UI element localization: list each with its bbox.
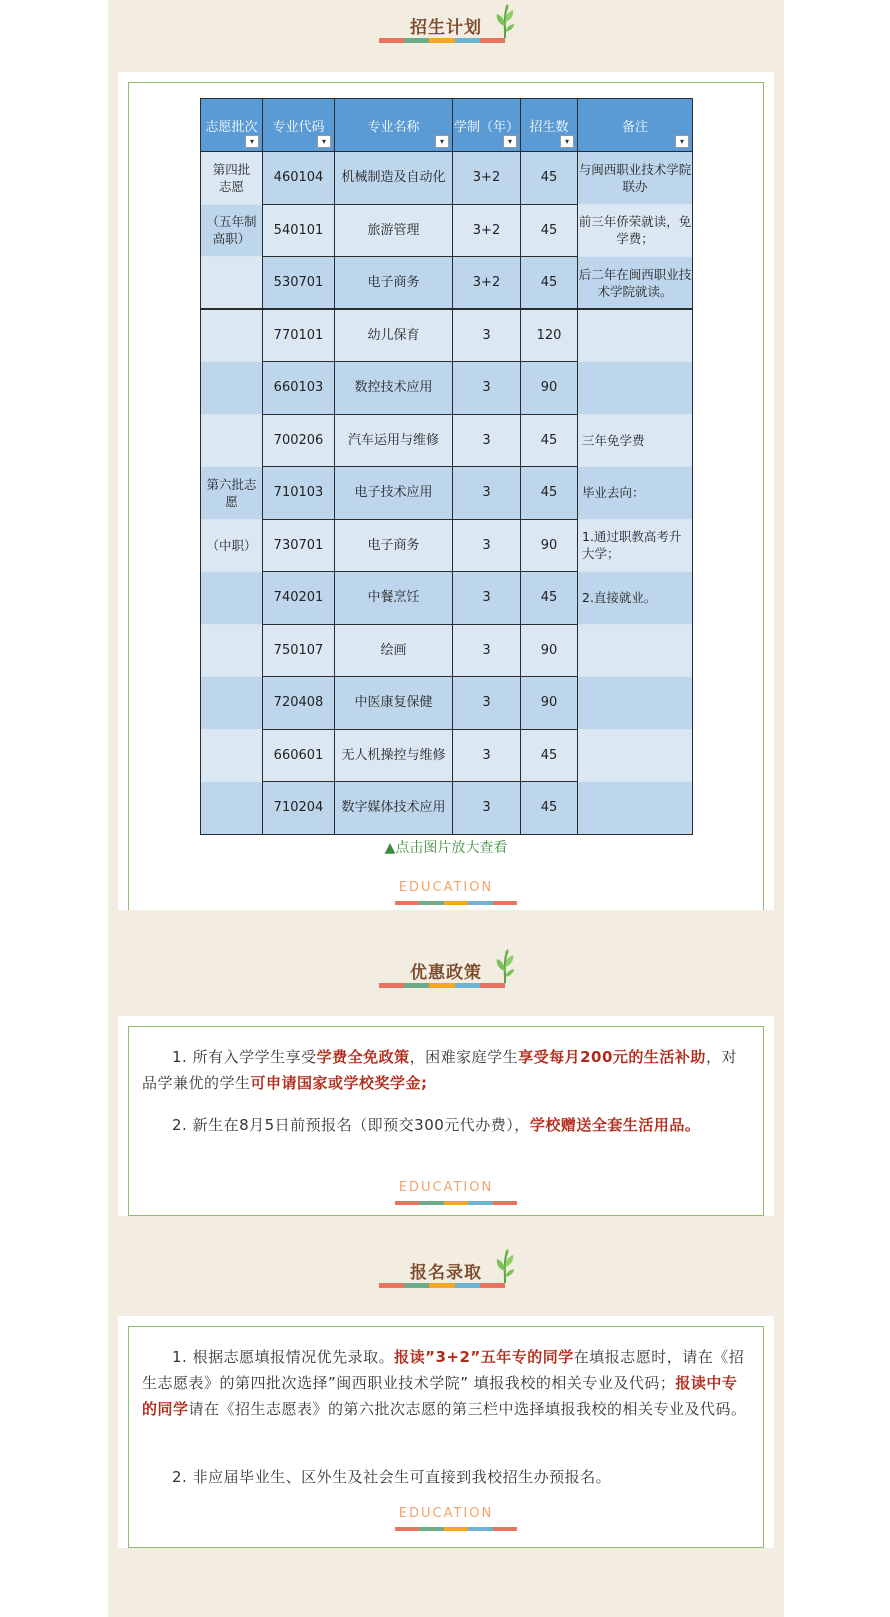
header-name[interactable]: 专业名称 ▾ [335,99,453,152]
cell-count: 45 [521,152,578,205]
enroll-paragraph-2: 2. 非应届毕业生、区外生及社会生可直接到我校招生办预报名。 [172,1468,612,1486]
table-row [201,572,693,625]
cell-years: 3 [453,467,521,520]
cell-years: 3 [453,677,521,730]
cell-years: 3+2 [453,152,521,205]
cell-note [578,362,693,415]
cell-batch: 第四批 志愿 [201,152,263,205]
cell-batch [201,677,263,730]
sprout-icon [492,1249,518,1285]
cell-code: 740201 [263,572,335,625]
cell-code: 730701 [263,519,335,572]
enrollment-table[interactable] [200,98,693,835]
cell-code: 770101 [263,309,335,362]
header-years[interactable]: 学制（年） ▾ [453,99,521,152]
cell-years: 3 [453,572,521,625]
cell-name: 数控技术应用 [335,362,453,415]
section-title: 报名录取 [410,1263,482,1283]
cell-count: 45 [521,572,578,625]
header-code[interactable]: 专业代码 ▾ [263,99,335,152]
cell-note: 前三年侨荣就读，免学费； [578,204,693,257]
cell-note: 后二年在闽西职业技术学院就读。 [578,257,693,310]
cell-name: 旅游管理 [335,204,453,257]
enroll-paragraph-1: 1. 根据志愿填报情况优先录取。报读”3+2”五年专的同学在填报志愿时，请在《招生志愿表》的第四批次选择”闽西职业技术学院” 填报我校的相关专业及代码；报读中专的同学请在《招生志愿表》的第六批次志愿的第三栏中选择填报我校的相关专业及代码。 [142,1348,747,1418]
cell-years: 3 [453,362,521,415]
section-divider [379,1283,505,1288]
cell-name: 汽车运用与维修 [335,414,453,467]
cell-years: 3+2 [453,257,521,310]
cell-years: 3+2 [453,204,521,257]
cell-code: 540101 [263,204,335,257]
cell-count: 90 [521,677,578,730]
cell-name: 无人机操控与维修 [335,729,453,782]
cell-years: 3 [453,414,521,467]
filter-dropdown-icon[interactable]: ▾ [560,135,574,148]
filter-dropdown-icon[interactable]: ▾ [317,135,331,148]
table-row [201,204,693,257]
cell-code: 710204 [263,782,335,835]
education-divider [395,1201,517,1205]
cell-count: 120 [521,309,578,362]
section-title: 优惠政策 [410,963,482,983]
cell-name: 中餐烹饪 [335,572,453,625]
cell-name: 电子商务 [335,257,453,310]
table-row [201,152,693,205]
cell-note [578,309,693,362]
cell-note [578,624,693,677]
image-caption: ▲点击图片放大查看 [384,840,508,856]
cell-name: 电子商务 [335,519,453,572]
cell-batch [201,257,263,310]
cell-count: 45 [521,782,578,835]
cell-batch [201,782,263,835]
plan-card [118,72,774,910]
cell-count: 45 [521,257,578,310]
section-title: 招生计划 [410,18,482,38]
cell-batch: （中职） [201,519,263,572]
filter-dropdown-icon[interactable]: ▾ [435,135,449,148]
table-row [201,467,693,520]
education-label: EDUCATION [398,1506,494,1521]
cell-note [578,729,693,782]
cell-note: 三年免学费 [578,414,693,467]
table-row [201,677,693,730]
sprout-icon [492,4,518,40]
table-row [201,414,693,467]
cell-batch [201,309,263,362]
filter-dropdown-icon[interactable]: ▾ [503,135,517,148]
section-divider [379,38,505,43]
filter-dropdown-icon[interactable]: ▾ [245,135,259,148]
section-heading-enroll [108,1245,784,1295]
cell-note [578,677,693,730]
cell-count: 45 [521,204,578,257]
cell-count: 45 [521,414,578,467]
cell-count: 90 [521,624,578,677]
cell-note: 与闽西职业技术学院联办 [578,152,693,205]
policy-paragraph-1: 1. 所有入学学生享受学费全免政策，困难家庭学生享受每月200元的生活补助，对品学兼优的学生可申请国家或学校奖学金; [142,1048,737,1092]
cell-batch: （五年制高职） [201,204,263,257]
cell-code: 710103 [263,467,335,520]
table-row [201,729,693,782]
cell-name: 数字媒体技术应用 [335,782,453,835]
cell-batch [201,572,263,625]
cell-name: 电子技术应用 [335,467,453,520]
section-heading-plan [108,0,784,50]
cell-count: 90 [521,519,578,572]
header-batch[interactable]: 志愿批次 ▾ [201,99,263,152]
header-count[interactable]: 招生数 ▾ [521,99,578,152]
table-row [201,309,693,362]
filter-dropdown-icon[interactable]: ▾ [675,135,689,148]
page [108,0,784,1617]
cell-note [578,782,693,835]
cell-code: 530701 [263,257,335,310]
cell-note: 2.直接就业。 [578,572,693,625]
cell-years: 3 [453,519,521,572]
cell-batch [201,362,263,415]
table-row [201,782,693,835]
table-header-row [201,99,693,152]
cell-years: 3 [453,309,521,362]
table-row [201,624,693,677]
education-label: EDUCATION [398,880,494,895]
education-divider [395,901,517,905]
cell-batch [201,414,263,467]
cell-note: 毕业去向： [578,467,693,520]
section-heading-policy [108,945,784,995]
cell-code: 720408 [263,677,335,730]
enroll-card [118,1316,774,1548]
cell-name: 中医康复保健 [335,677,453,730]
cell-code: 660103 [263,362,335,415]
table-row [201,519,693,572]
sprout-icon [492,949,518,985]
header-note[interactable]: 备注 ▾ [578,99,693,152]
cell-code: 460104 [263,152,335,205]
cell-batch: 第六批志愿 [201,467,263,520]
cell-years: 3 [453,729,521,782]
cell-batch [201,729,263,782]
cell-count: 45 [521,729,578,782]
section-divider [379,983,505,988]
cell-count: 90 [521,362,578,415]
education-divider [395,1527,517,1531]
cell-batch [201,624,263,677]
cell-code: 750107 [263,624,335,677]
table-row [201,362,693,415]
cell-years: 3 [453,624,521,677]
cell-code: 660601 [263,729,335,782]
policy-card [118,1016,774,1216]
cell-name: 绘画 [335,624,453,677]
cell-code: 700206 [263,414,335,467]
table-row [201,257,693,310]
cell-years: 3 [453,782,521,835]
cell-name: 机械制造及自动化 [335,152,453,205]
cell-name: 幼儿保育 [335,309,453,362]
cell-note: 1.通过职教高考升大学； [578,519,693,572]
policy-paragraph-2: 2. 新生在8月5日前预报名（即预交300元代办费），学校赠送全套生活用品。 [172,1116,701,1134]
cell-count: 45 [521,467,578,520]
education-label: EDUCATION [398,1180,494,1195]
